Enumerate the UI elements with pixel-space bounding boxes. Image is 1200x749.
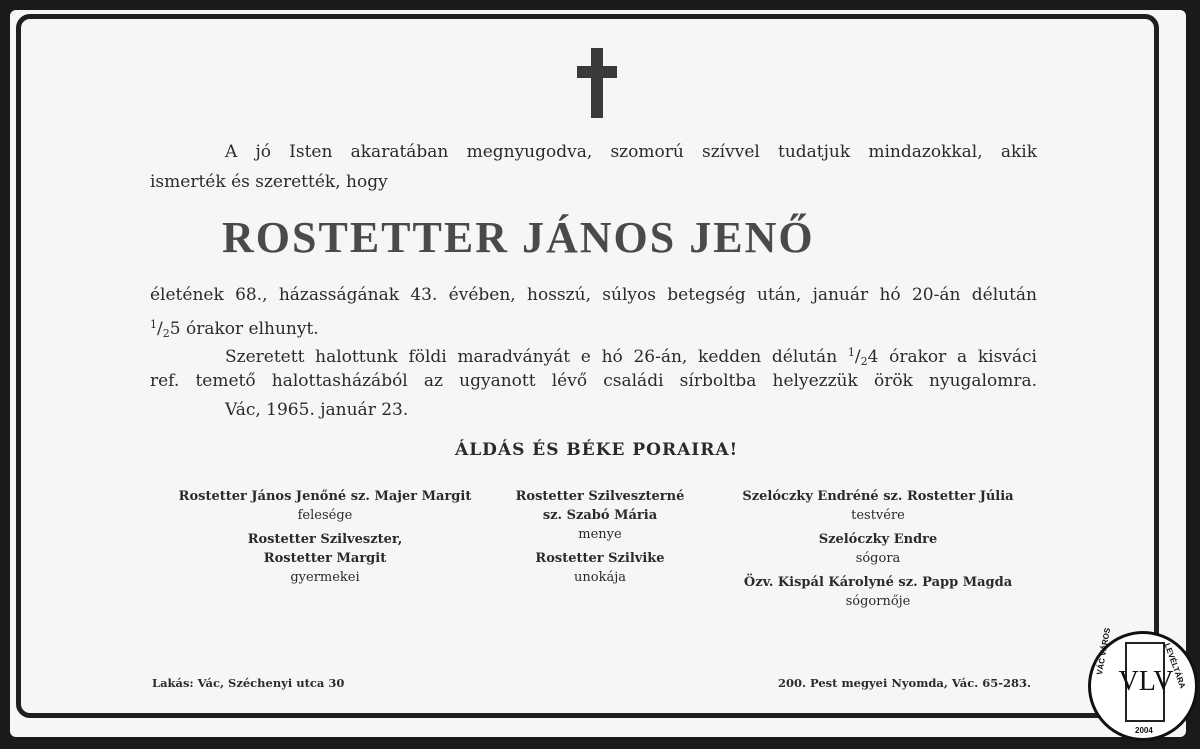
- deceased-name: ROSTETTER JÁNOS JENŐ: [222, 213, 815, 262]
- stamp-year: 2004: [1135, 726, 1153, 735]
- mourner-name: Szelóczky Endre: [818, 532, 938, 547]
- date-line: Vác, 1965. január 23.: [225, 400, 409, 420]
- body-line-3-text: Szeretett halottunk földi maradványát e hó 26-án, kedden délután: [225, 347, 848, 367]
- mourner-relation: sógora: [855, 551, 901, 566]
- body-line-3: Szeretett halottunk földi maradványát e hó 26-án, kedden délután $^1/_24$ órakor a kisváci: [225, 346, 1037, 368]
- intro-line-2: ismerték és szerették, hogy: [150, 172, 388, 192]
- archive-stamp: [1088, 627, 1198, 741]
- body-line-4: ref. temető halottasházából az ugyanott lévő családi sírboltba helyezzük örök nyugalomra.: [150, 371, 1037, 391]
- mourner-name: Szelóczky Endréné sz. Rostetter Júlia: [742, 489, 1014, 504]
- mourner-relation: unokája: [574, 570, 626, 585]
- mourner-name: Rostetter Szilveszterné: [515, 489, 685, 504]
- intro-line-1: A jó Isten akaratában megnyugodva, szomorú szívvel tudatjuk mindazokkal, akik: [225, 142, 1037, 162]
- footer-printer: 200. Pest megyei Nyomda, Vác. 65-283.: [778, 676, 1031, 690]
- mourner-name: Rostetter Margit: [263, 551, 387, 566]
- body-line-1: életének 68., házasságának 43. évében, hosszú, súlyos betegség után, január hó 20-án délután: [150, 285, 1037, 305]
- mourner-relation: gyermekei: [290, 570, 360, 585]
- body-line-2-text: 5 órakor elhunyt.: [169, 319, 319, 339]
- stamp-text-left: VÁC VÁROS: [1095, 627, 1113, 676]
- body-line-3-rest: 4 órakor a kisváci: [867, 347, 1037, 367]
- mourner-relation: menye: [578, 527, 622, 542]
- stamp-text-right: LEVÉLTÁRA: [1162, 642, 1188, 690]
- cross-icon: [577, 48, 617, 118]
- mourner-name: Rostetter János Jenőné sz. Majer Margit: [178, 489, 472, 504]
- footer-address: Lakás: Vác, Széchenyi utca 30: [152, 676, 345, 690]
- fraction-numerator: 1: [847, 346, 855, 359]
- mourners-column-3: [708, 487, 1048, 611]
- mourners-column-1: [155, 487, 495, 587]
- mourner-name: Rostetter Szilvike: [535, 551, 665, 566]
- mourners-column-2: [500, 487, 700, 587]
- mourner-name: Özv. Kispál Károlyné sz. Papp Magda: [743, 575, 1013, 590]
- mourner-relation: sógornője: [845, 594, 911, 609]
- mourner-name: sz. Szabó Mária: [542, 508, 658, 523]
- body-line-2: $^1/_25$ órakor elhunyt.: [150, 318, 319, 340]
- fraction-denominator: 2: [162, 327, 170, 340]
- mourner-relation: testvére: [851, 508, 905, 523]
- mourner-name: Rostetter Szilveszter,: [247, 532, 403, 547]
- stamp-monogram: VLV: [1118, 666, 1174, 697]
- fraction-denominator: 2: [860, 355, 868, 368]
- blessing-line: ÁLDÁS ÉS BÉKE PORAIRA!: [455, 440, 739, 460]
- fraction-numerator: 1: [150, 318, 157, 331]
- mourner-relation: felesége: [297, 508, 353, 523]
